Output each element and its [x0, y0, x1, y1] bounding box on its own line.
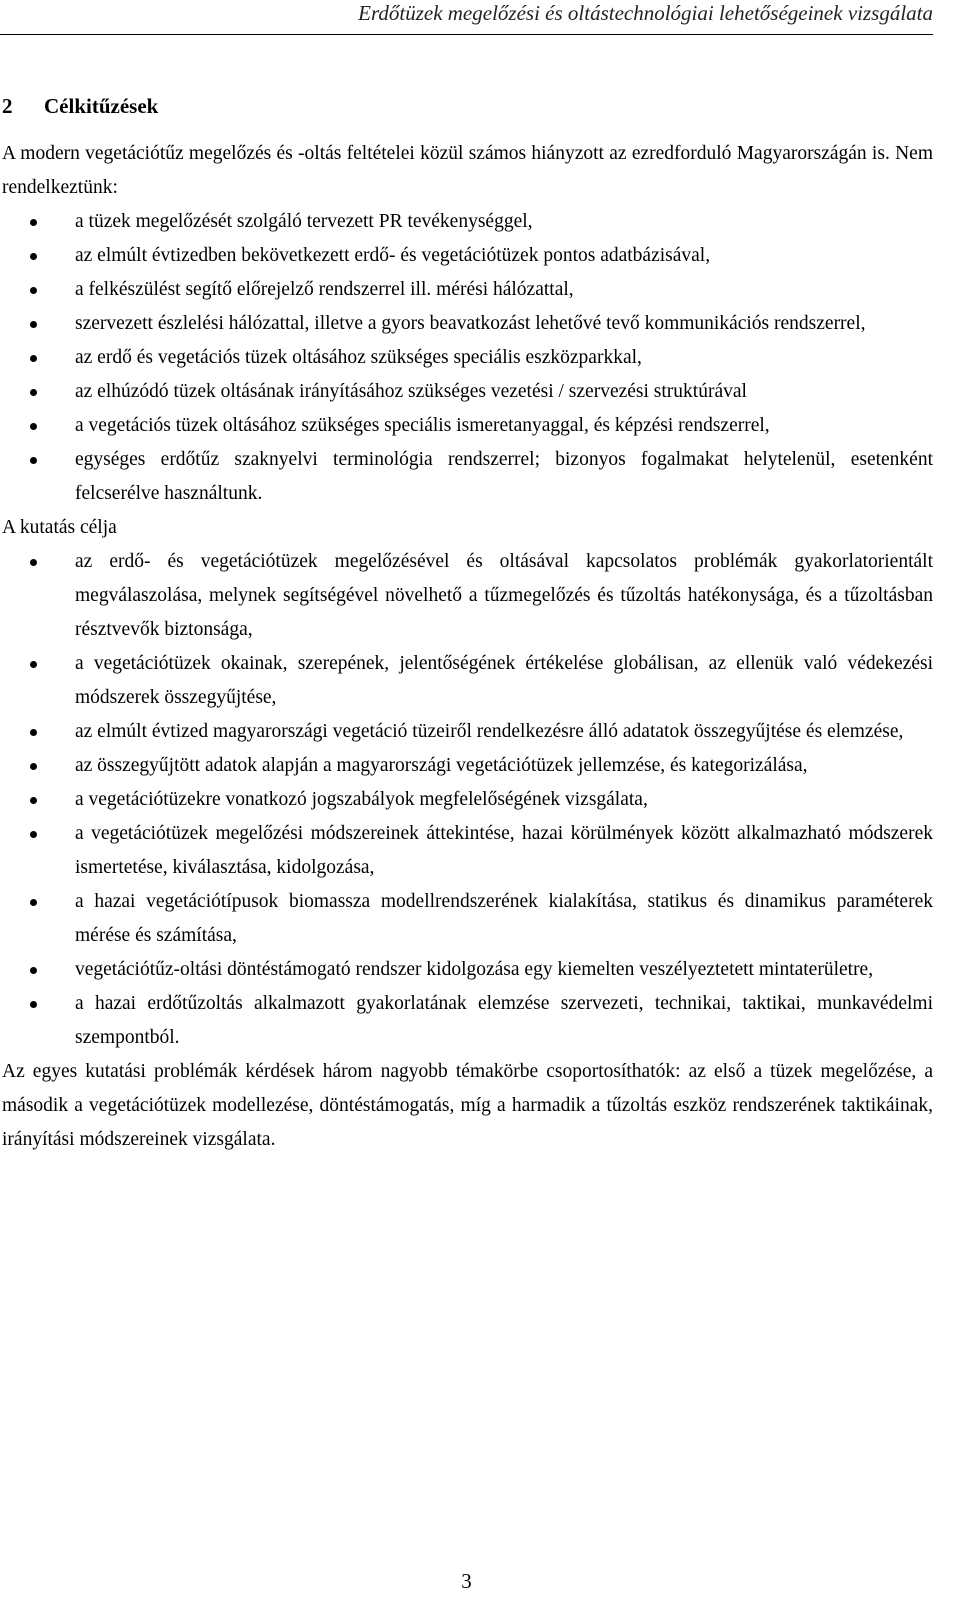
list-item: a hazai erdőtűzoltás alkalmazott gyakorlatának elemzése szervezeti, technikai, taktikai, munkavédelmi szempontból.: [2, 987, 933, 1055]
page-number: 3: [461, 1569, 472, 1593]
list-item: a vegetációs tüzek oltásához szükséges speciális ismeretanyaggal, és képzési rendszerrel,: [2, 409, 933, 443]
list-item: szervezett észlelési hálózattal, illetve a gyors beavatkozást lehetővé tevő kommunikációs rendszerrel,: [2, 307, 933, 341]
section-number: 2: [2, 94, 13, 118]
running-header: Erdőtüzek megelőzési és oltástechnológiai lehetőségeinek vizsgálata: [0, 0, 933, 35]
list-item: az elmúlt évtized magyarországi vegetáció tüzeiről rendelkezésre álló adatatok összegyűjtése és elemzése,: [2, 715, 933, 749]
list-item: az összegyűjtött adatok alapján a magyarországi vegetációtüzek jellemzése, és kategorizálása,: [2, 749, 933, 783]
list-item: az elhúzódó tüzek oltásának irányításához szükséges vezetési / szervezési struktúrával: [2, 375, 933, 409]
list-item: egységes erdőtűz szaknyelvi terminológia rendszerrel; bizonyos fogalmakat helytelenül, esetenként felcserélve használtunk.: [2, 443, 933, 511]
list-item: az erdő- és vegetációtüzek megelőzésével és oltásával kapcsolatos problémák gyakorlatorientált megválaszolása, melynek segítségével növelhető a tűzmegelőzés és tűzoltás hatékonysága, és a tűzoltásban résztvevők biztonsága,: [2, 545, 933, 647]
list-item: a tüzek megelőzését szolgáló tervezett PR tevékenységgel,: [2, 205, 933, 239]
list-item: a vegetációtüzekre vonatkozó jogszabályok megfelelőségének vizsgálata,: [2, 783, 933, 817]
intro-paragraph: A modern vegetációtűz megelőzés és -oltás feltételei közül számos hiányzott az ezredforduló Magyarországán is. Nem rendelkeztünk:: [2, 143, 933, 198]
section-title: Célkitűzések: [44, 94, 159, 118]
missing-items-list: [2, 205, 933, 511]
list-item: a felkészülést segítő előrejelző rendszerrel ill. mérési hálózattal,: [2, 273, 933, 307]
list-item: a vegetációtüzek okainak, szerepének, jelentőségének értékelése globálisan, az ellenük való védekezési módszerek összegyűjtése,: [2, 647, 933, 715]
list-item: az erdő és vegetációs tüzek oltásához szükséges speciális eszközparkkal,: [2, 341, 933, 375]
goals-label: A kutatás célja: [2, 517, 117, 538]
list-item: az elmúlt évtizedben bekövetkezett erdő- és vegetációtüzek pontos adatbázisával,: [2, 239, 933, 273]
list-item: a hazai vegetációtípusok biomassza modellrendszerének kialakítása, statikus és dinamikus paraméterek mérése és számítása,: [2, 885, 933, 953]
section-heading: [2, 89, 933, 123]
list-item: a vegetációtüzek megelőzési módszereinek áttekintése, hazai körülmények között alkalmazható módszerek ismertetése, kiválasztása, kidolgozása,: [2, 817, 933, 885]
page-content: [2, 89, 933, 1157]
closing-paragraph: Az egyes kutatási problémák kérdések három nagyobb témakörbe csoportosíthatók: az első a tüzek megelőzése, a második a vegetációtüzek modellezése, döntéstámogatás, míg a harmadik a tűzoltás eszköz rendszerének taktikáinak, irányítási módszereinek vizsgálata.: [2, 1061, 933, 1150]
goals-list: [2, 545, 933, 1055]
list-item: vegetációtűz-oltási döntéstámogató rendszer kidolgozása egy kiemelten veszélyeztetett mintaterületre,: [2, 953, 933, 987]
